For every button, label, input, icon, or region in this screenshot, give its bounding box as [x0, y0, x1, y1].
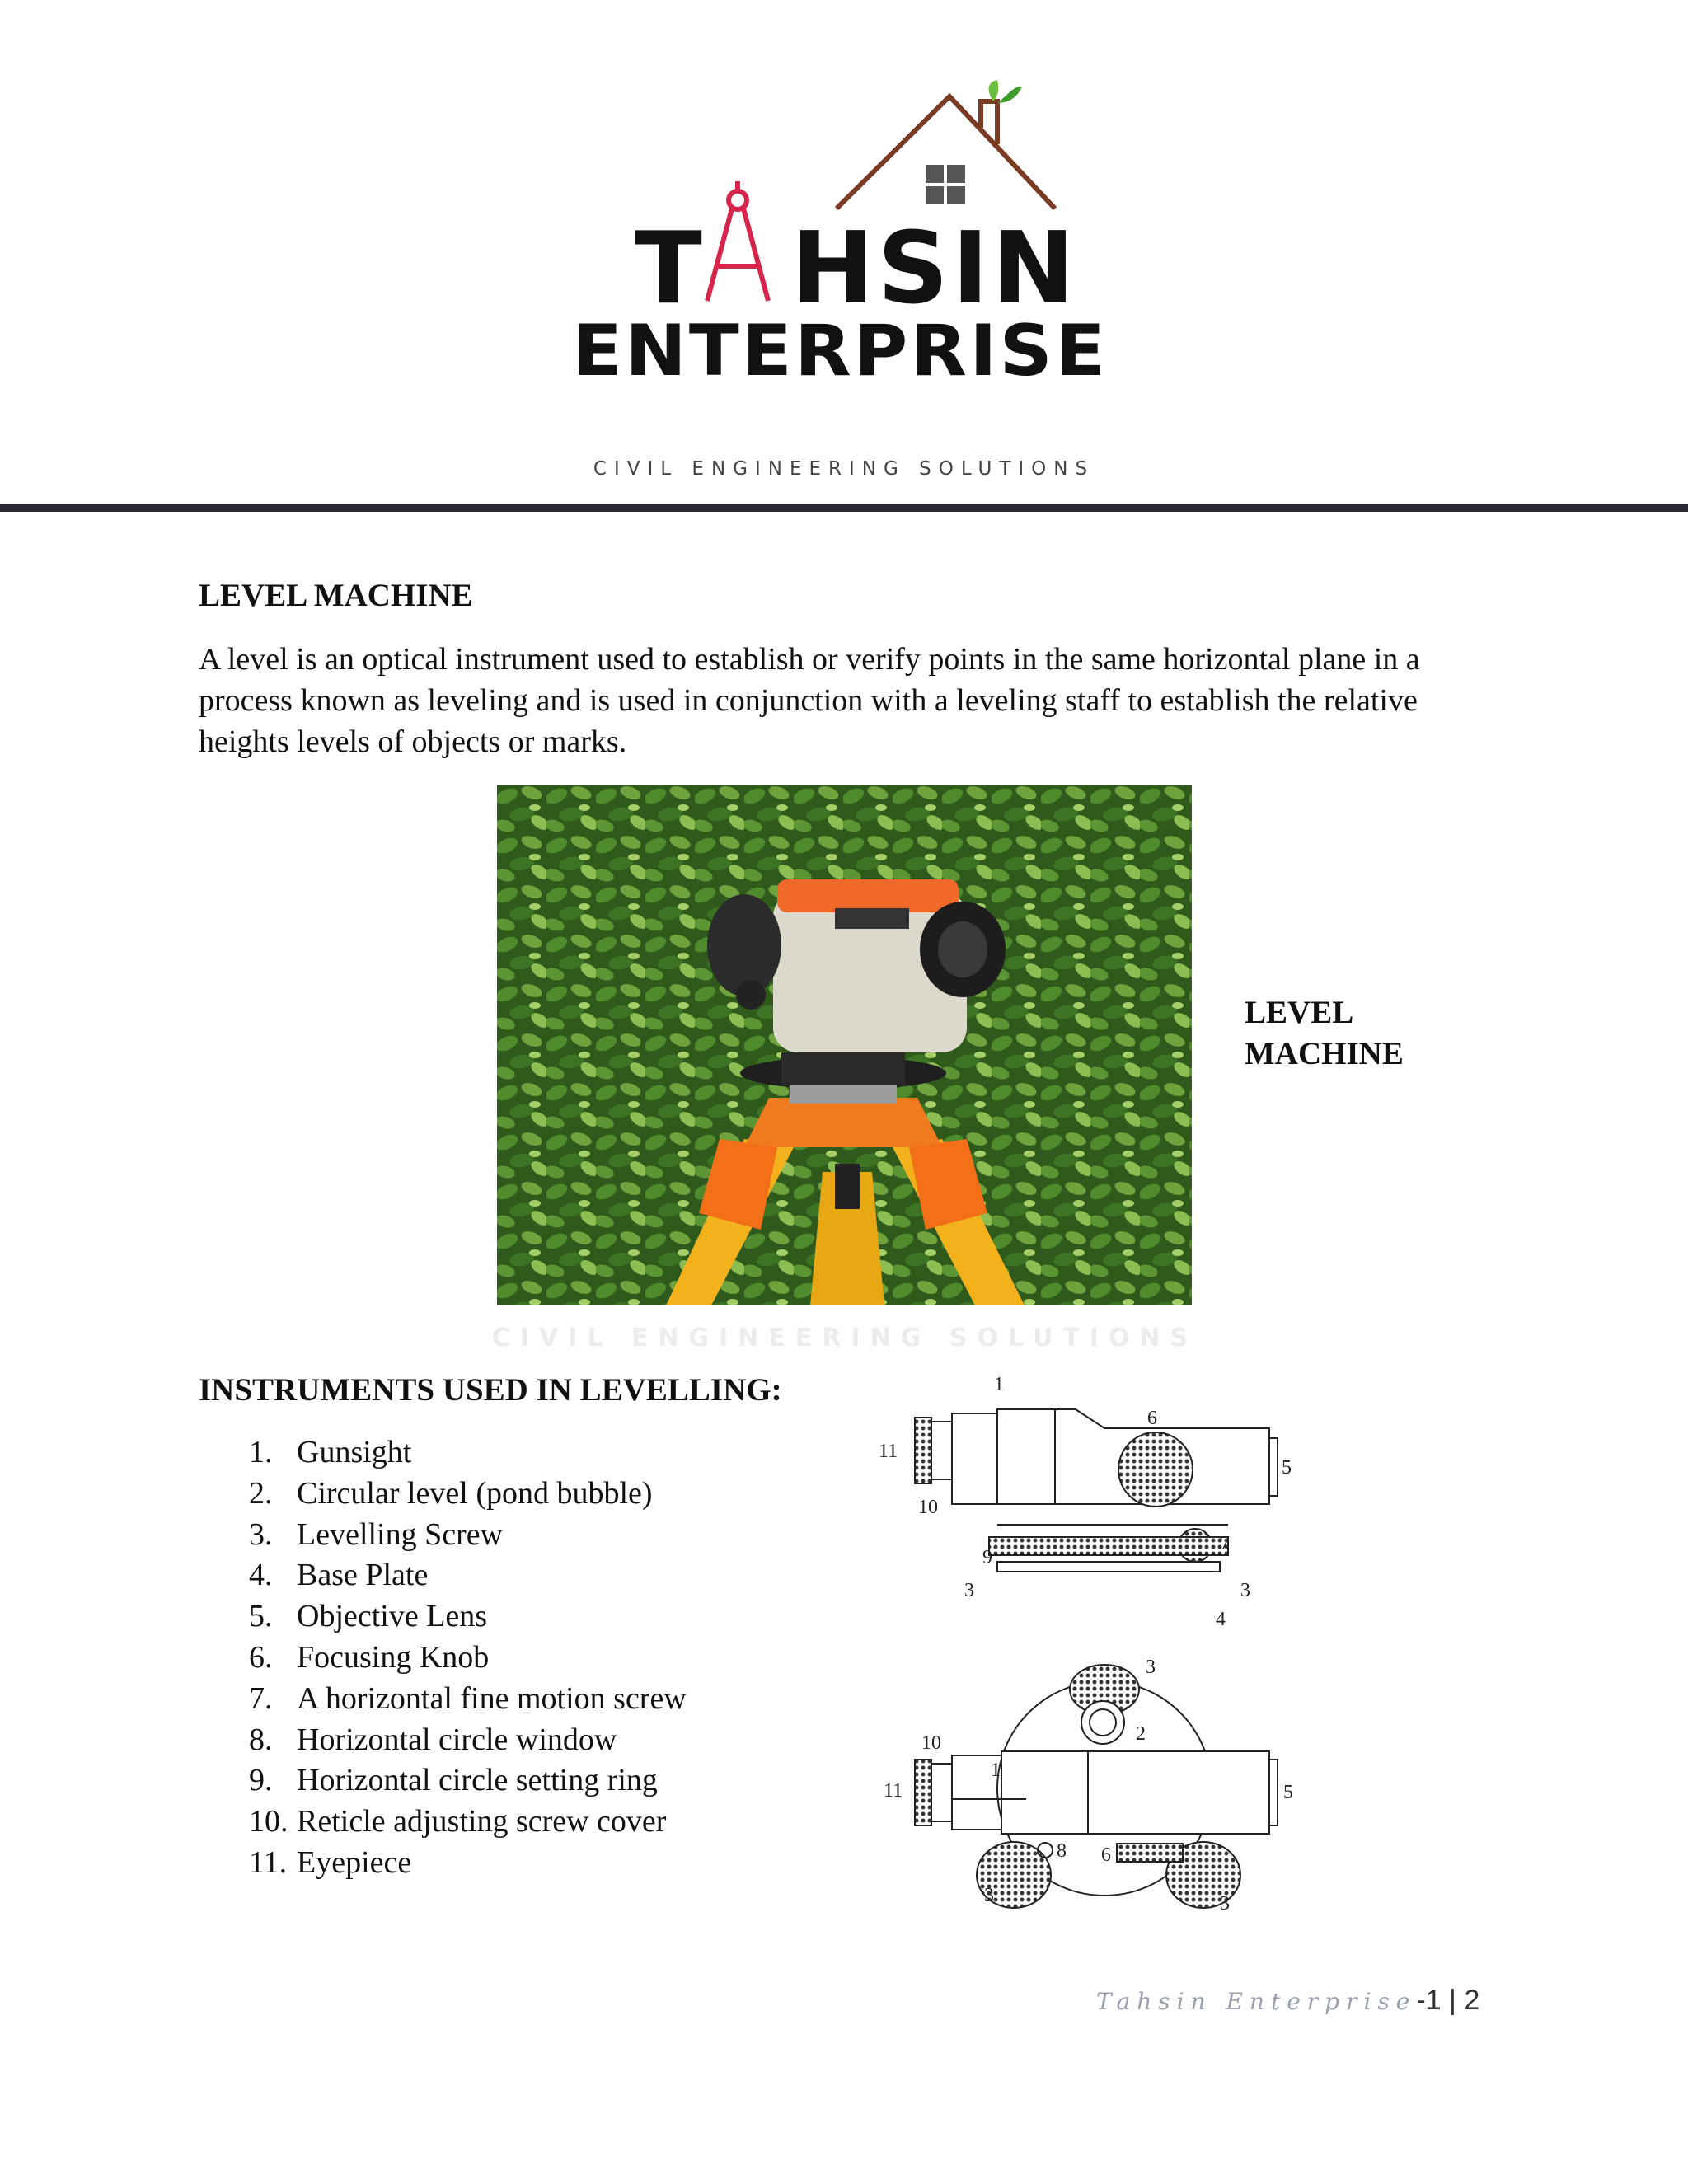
diagram-part-label: 3	[964, 1580, 974, 1601]
watermark-tagline: CIVIL ENGINEERING SOLUTIONS	[491, 1324, 1198, 1352]
leaf-icon	[997, 87, 1022, 103]
photo-caption: LEVEL MACHINE	[1245, 995, 1404, 1071]
list-item-number: 6.	[249, 1639, 273, 1675]
section-heading-level-machine: LEVEL MACHINE	[199, 578, 473, 613]
list-item-number: 1.	[249, 1435, 273, 1469]
list-item-number: 4.	[249, 1558, 273, 1593]
logo-line2: ENTERPRISE	[572, 310, 1108, 391]
diagram-part-label: 3	[1240, 1580, 1250, 1601]
diagram-part-label: 10	[918, 1497, 938, 1518]
list-item-label: Horizontal circle window	[297, 1722, 617, 1757]
svg-text:HSIN: HSIN	[791, 212, 1078, 326]
level-machine-photo	[497, 785, 1192, 1305]
list-item	[249, 1802, 687, 1843]
list-item	[249, 1555, 687, 1596]
company-logo	[560, 78, 1137, 391]
diagram-part-label: 5	[1283, 1782, 1293, 1803]
list-item-number: 5.	[249, 1599, 273, 1634]
list-item-number: 2.	[249, 1475, 273, 1511]
leaf-icon	[989, 80, 999, 101]
diagram-part-label: 5	[1282, 1457, 1292, 1479]
diagram-part-label: 6	[1147, 1408, 1157, 1429]
list-item	[249, 1596, 687, 1638]
list-item	[249, 1638, 687, 1679]
list-item-label: A horizontal fine motion screw	[297, 1680, 687, 1716]
diagram-part-label: 11	[884, 1780, 903, 1802]
level-description: A level is an optical instrument used to establish or verify points in the same horizontal plane in a process known as leveling and is used in conjunction with a leveling staff to establish the relative heights levels of objects or marks.	[199, 642, 1420, 759]
list-item-label: Circular level (pond bubble)	[297, 1475, 653, 1511]
diagram-part-label: 1	[991, 1760, 1001, 1781]
list-item-label: Base Plate	[297, 1558, 429, 1593]
roof-icon	[837, 96, 1055, 209]
svg-text:T: T	[635, 212, 706, 326]
list-item-label: Focusing Knob	[297, 1639, 490, 1675]
diagram-part-label: 1	[994, 1374, 1004, 1395]
diagram-part-label: 6	[1101, 1844, 1111, 1866]
list-item-number: 11.	[249, 1844, 288, 1880]
instrument-list	[249, 1432, 687, 1884]
diagram-part-label: 11	[879, 1441, 898, 1462]
list-item-label: Levelling Screw	[297, 1516, 504, 1552]
page-number: -1 | 2	[1416, 1985, 1480, 2016]
diagram-part-label: 10	[921, 1732, 941, 1754]
list-item-number: 3.	[249, 1516, 273, 1552]
list-item	[249, 1515, 687, 1556]
list-item-number: 7.	[249, 1680, 273, 1716]
diagram-part-label: 9	[982, 1547, 992, 1568]
footer-brand: Tahsin Enterprise	[1096, 1988, 1417, 2015]
diagram-part-label: 3	[984, 1885, 994, 1906]
list-item-label: Reticle adjusting screw cover	[297, 1804, 667, 1840]
header-divider	[0, 504, 1688, 512]
list-item-label: Objective Lens	[297, 1599, 488, 1634]
diagram-part-label: 7	[1220, 1533, 1230, 1554]
page-footer	[1096, 1985, 1479, 2017]
list-item-number: 10.	[249, 1804, 288, 1840]
list-item-label: Eyepiece	[297, 1844, 412, 1880]
list-item	[249, 1843, 687, 1884]
list-item	[249, 1474, 687, 1515]
list-item-number: 9.	[249, 1763, 273, 1798]
list-item-label: Horizontal circle setting ring	[297, 1763, 658, 1798]
diagram-part-label: 2	[1136, 1723, 1146, 1745]
list-item	[249, 1432, 687, 1474]
diagram-part-label: 3	[1220, 1893, 1230, 1915]
level-side-view-diagram	[874, 1372, 1319, 1636]
diagram-part-label: 3	[1146, 1657, 1156, 1678]
compass-icon	[707, 181, 768, 301]
window-icon	[926, 165, 965, 204]
list-item	[249, 1760, 687, 1802]
level-top-view-diagram	[874, 1652, 1319, 1924]
section-heading-instruments: INSTRUMENTS USED IN LEVELLING:	[199, 1372, 782, 1408]
list-item-label: Gunsight	[297, 1435, 412, 1469]
diagram-part-label: 4	[1216, 1609, 1226, 1630]
list-item	[249, 1720, 687, 1761]
diagram-part-label: 8	[1057, 1840, 1067, 1862]
company-tagline: CIVIL ENGINEERING SOLUTIONS	[593, 458, 1095, 480]
list-item	[249, 1679, 687, 1720]
list-item-number: 8.	[249, 1722, 273, 1757]
